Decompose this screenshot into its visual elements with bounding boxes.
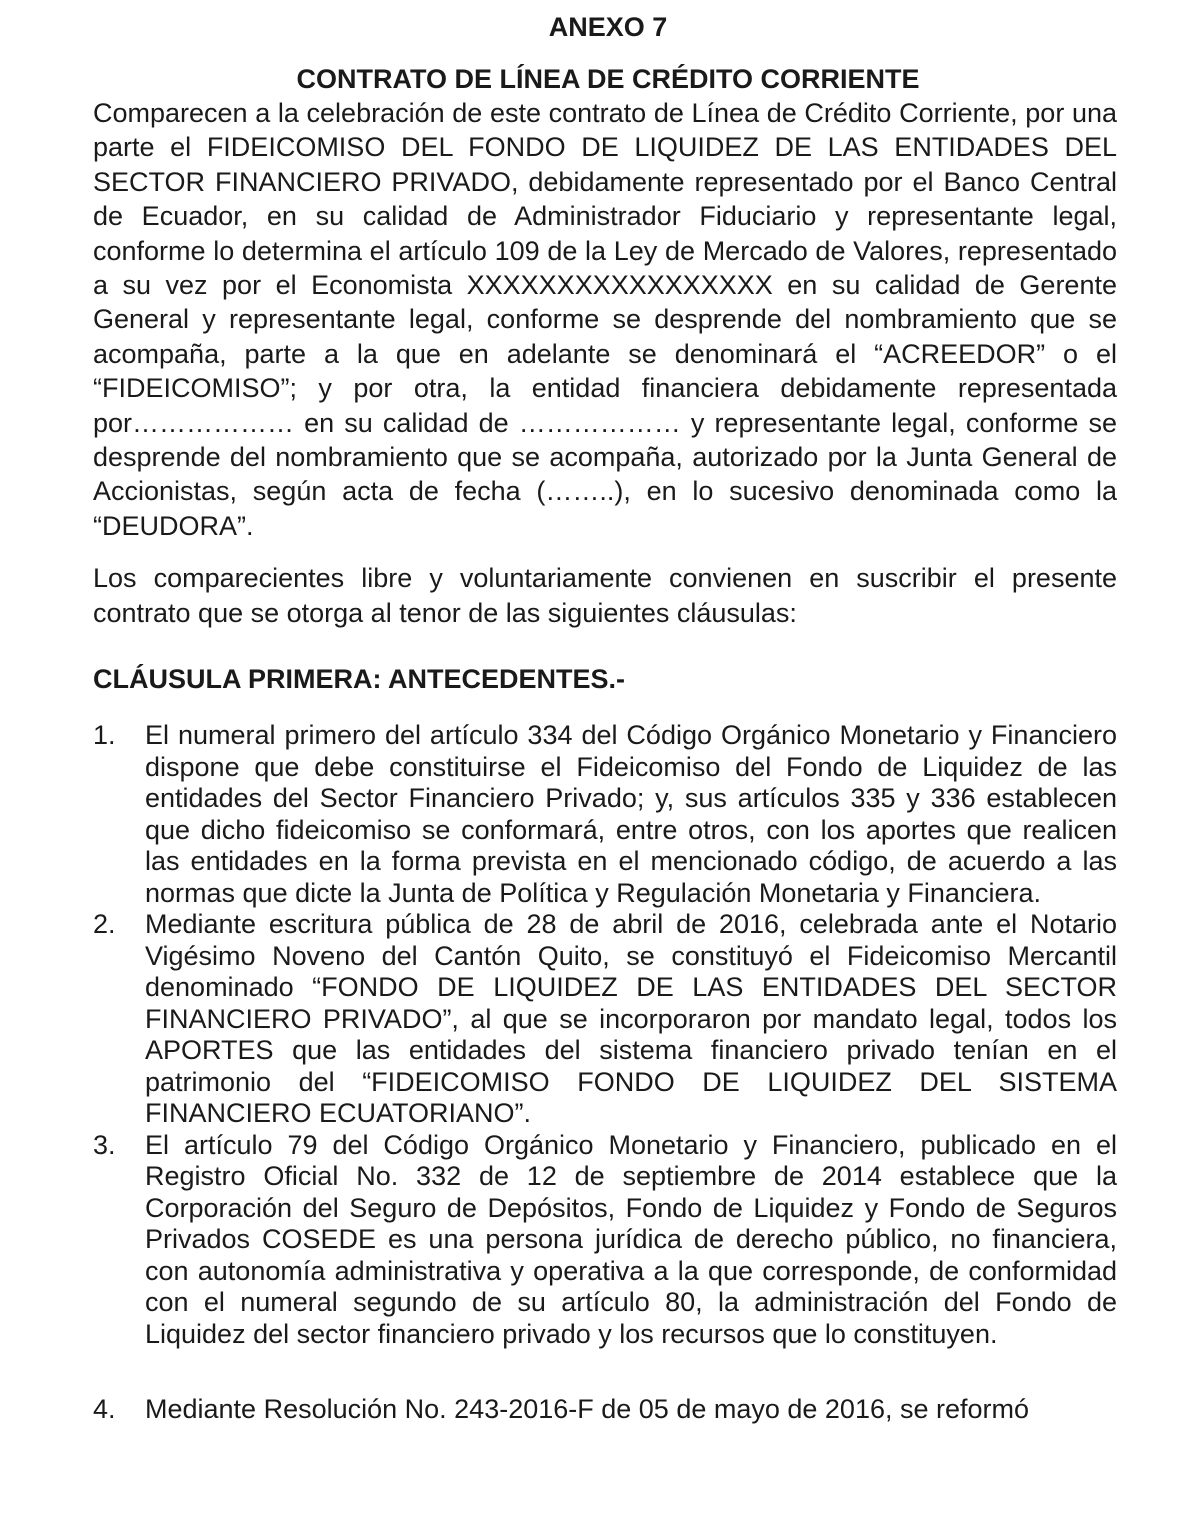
- list-item: [93, 720, 1117, 909]
- list-item-number: 3.: [93, 1129, 116, 1160]
- document-page: [93, 10, 1117, 1426]
- list-item-number: 1.: [93, 720, 116, 751]
- clause-heading: CLÁUSULA PRIMERA: ANTECEDENTES.-: [93, 664, 625, 695]
- list-item: [93, 909, 1117, 1130]
- list-item-number: 4.: [93, 1394, 116, 1425]
- antecedents-list: [93, 720, 1117, 1426]
- list-item: [93, 1394, 1117, 1426]
- list-item-number: 2.: [93, 909, 116, 940]
- agreement-paragraph: Los comparecientes libre y voluntariamente convienen en suscribir el presente contrato que se otorga al tenor de las siguientes cláusulas:: [93, 563, 1117, 628]
- list-item: [93, 1130, 1117, 1351]
- list-item-text: Mediante Resolución No. 243-2016-F de 05 de mayo de 2016, se reformó: [145, 1394, 1030, 1425]
- contract-title: CONTRATO DE LÍNEA DE CRÉDITO CORRIENTE: [296, 64, 920, 94]
- list-item-text: El numeral primero del artículo 334 del Código Orgánico Monetario y Financiero dispone que debe constituirse el Fideicomiso del Fondo de Liquidez de las entidades del Sector Financiero Privado; y, sus artículos 335 y 336 establecen que dicho fideicomiso se conformará, entre otros, con los aportes que realicen las entidades en la forma prevista en el mencionado código, de acuerdo a las normas que dicte la Junta de Política y Regulación Monetaria y Financiera.: [145, 720, 1117, 908]
- intro-paragraph: Comparecen a la celebración de este contrato de Línea de Crédito Corriente, por una parte el FIDEICOMISO DEL FONDO DE LIQUIDEZ DE LAS ENTIDADES DEL SECTOR FINANCIERO PRIVADO, debidamente representado por el Banco Central de Ecuador, en su calidad de Administrador Fiduciario y representante legal, conforme lo determina el artículo 109 de la Ley de Mercado de Valores, representado a su vez por el Economista XXXXXXXXXXXXXXXXX en su calidad de Gerente General y representante legal, conforme se desprende del nombramiento que se acompaña, parte a la que en adelante se denominará el “ACREEDOR” o el “FIDEICOMISO”; y por otra, la entidad financiera debidamente representada por……………… en su calidad de ……………… y representante legal, conforme se desprende del nombramiento que se acompaña, autorizado por la Junta General de Accionistas, según acta de fecha (……..), en lo sucesivo denominada como la “DEUDORA”.: [93, 98, 1117, 541]
- list-item-text: Mediante escritura pública de 28 de abril de 2016, celebrada ante el Notario Vigésimo Noveno del Cantón Quito, se constituyó el Fideicomiso Mercantil denominado “FONDO DE LIQUIDEZ DE LAS ENTIDADES DEL SECTOR FINANCIERO PRIVADO”, al que se incorporaron por mandato legal, todos los APORTES que las entidades del sistema financiero privado tenían en el patrimonio del “FIDEICOMISO FONDO DE LIQUIDEZ DEL SISTEMA FINANCIERO ECUATORIANO”.: [145, 909, 1117, 1129]
- annex-label: ANEXO 7: [548, 12, 668, 42]
- list-item-text: El artículo 79 del Código Orgánico Monetario y Financiero, publicado en el Registro Oficial No. 332 de 12 de septiembre de 2014 establece que la Corporación del Seguro de Depósitos, Fondo de Liquidez y Fondo de Seguros Privados COSEDE es una persona jurídica de derecho público, no financiera, con autonomía administrativa y operativa a la que corresponde, de conformidad con el numeral segundo de su artículo 80, la administración del Fondo de Liquidez del sector financiero privado y los recursos que lo constituyen.: [145, 1129, 1117, 1349]
